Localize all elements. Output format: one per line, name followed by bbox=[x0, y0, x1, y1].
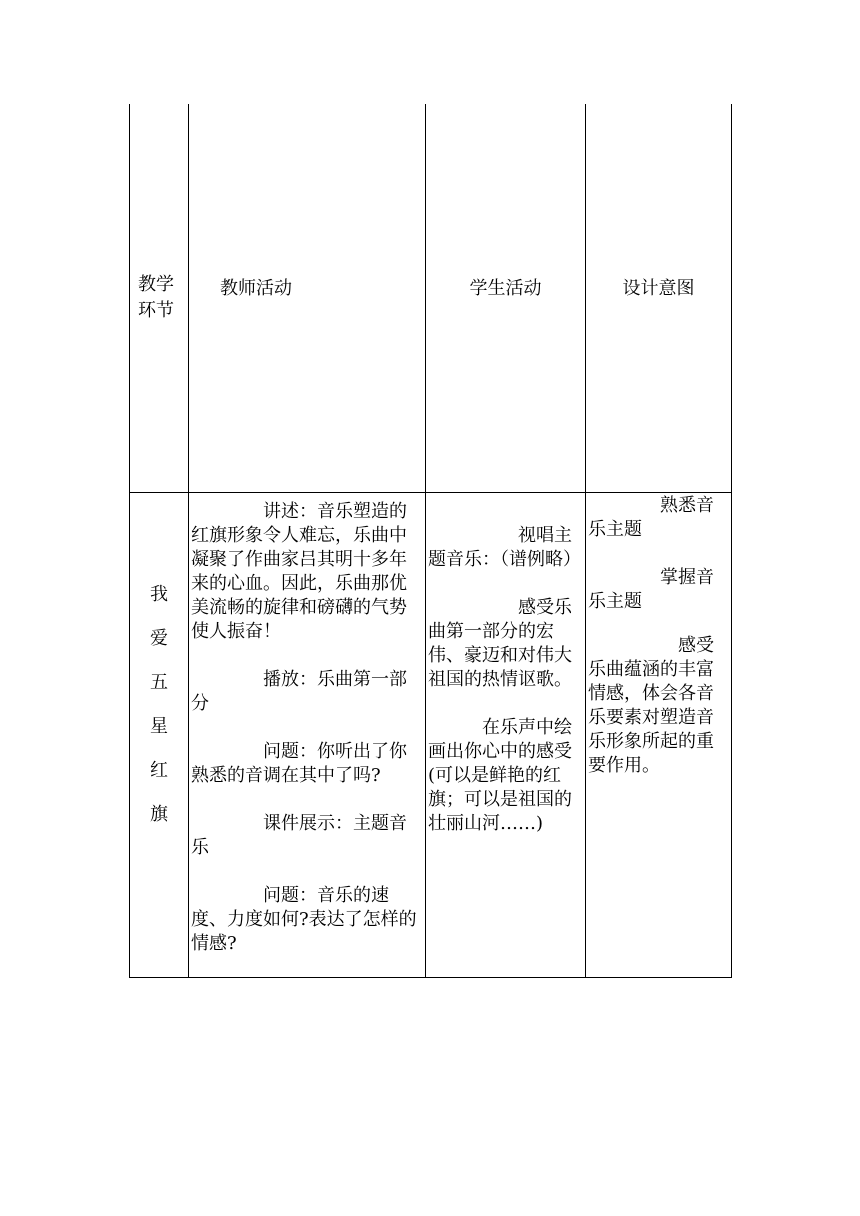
header-design-cell bbox=[586, 104, 732, 493]
header-student: 学生活动 bbox=[469, 278, 542, 299]
teacher-paragraph: 课件展示：主题音乐 bbox=[191, 813, 407, 858]
header-design: 设计意图 bbox=[622, 278, 695, 299]
student-paragraph: 在乐声中绘画出你心中的感受(可以是鲜艳的红旗；可以是祖国的壮丽山河……) bbox=[428, 717, 572, 834]
header-teacher: 教师活动 bbox=[220, 278, 292, 299]
stage-char: 红 bbox=[150, 760, 168, 781]
design-paragraph: 掌握音乐主题 bbox=[588, 567, 714, 612]
teacher-paragraph: 讲述：音乐塑造的红旗形象令人难忘，乐曲中凝聚了作曲家吕其明十多年来的心血。因此，乐曲那优美流畅的旋律和磅礴的气势使人振奋！ bbox=[191, 501, 407, 642]
student-activity-cell bbox=[426, 493, 586, 978]
header-student-cell bbox=[426, 104, 586, 493]
teacher-paragraph: 问题：音乐的速度、力度如何?表达了怎样的情感? bbox=[191, 885, 417, 954]
header-teacher-cell bbox=[189, 104, 426, 493]
design-paragraph: 熟悉音乐主题 bbox=[588, 495, 714, 540]
stage-title bbox=[130, 493, 188, 847]
student-paragraph: 视唱主题音乐：（谱例略） bbox=[428, 525, 581, 570]
table-header-row bbox=[130, 104, 732, 493]
design-paragraph: 感受乐曲蕴涵的丰富情感，体会各音乐要素对塑造音乐形象所起的重要作用。 bbox=[588, 635, 714, 776]
lesson-plan-table bbox=[129, 104, 732, 978]
teacher-paragraph: 问题：你听出了你熟悉的音调在其中了吗? bbox=[191, 741, 407, 786]
stage-cell bbox=[130, 493, 189, 978]
stage-char: 星 bbox=[150, 716, 168, 737]
design-intent-cell bbox=[586, 493, 732, 978]
teacher-activity-cell bbox=[189, 493, 426, 978]
header-stage: 教学环节 bbox=[138, 274, 174, 321]
stage-char: 爱 bbox=[150, 628, 168, 649]
header-stage-cell bbox=[130, 104, 189, 493]
student-paragraph: 感受乐曲第一部分的宏伟、豪迈和对伟大祖国的热情讴歌。 bbox=[428, 597, 572, 690]
teacher-paragraph: 播放：乐曲第一部分 bbox=[191, 669, 407, 714]
table-row bbox=[130, 493, 732, 978]
stage-char: 五 bbox=[150, 672, 168, 693]
stage-char: 我 bbox=[150, 584, 168, 605]
stage-char: 旗 bbox=[150, 804, 168, 825]
